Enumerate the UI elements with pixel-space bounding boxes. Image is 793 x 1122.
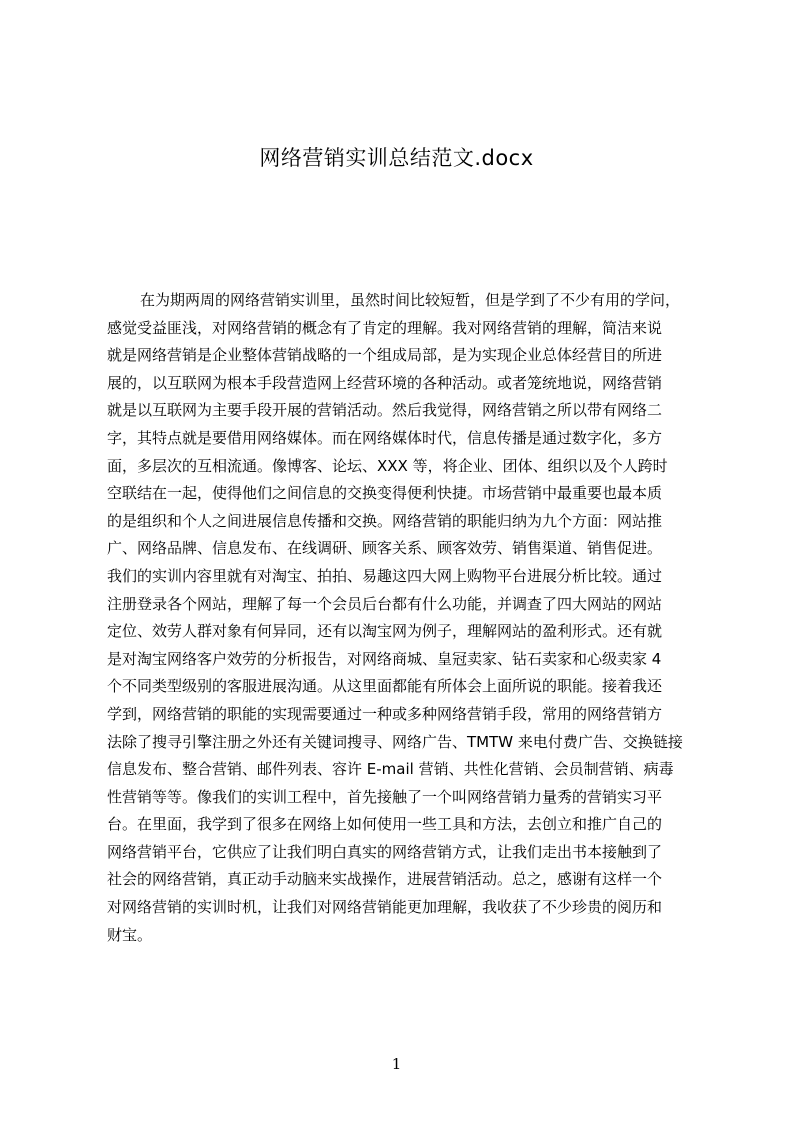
body-line: 的是组织和个人之间进展信息传播和交换。网络营销的职能归纳为九个方面：网站推: [107, 511, 663, 530]
document-title: 网络营销实训总结范文.docx: [259, 146, 534, 170]
body-line: 就是以互联网为主要手段开展的营销活动。然后我觉得，网络营销之所以带有网络二: [107, 401, 663, 420]
body-line: 法除了搜寻引擎注册之外还有关键词搜寻、网络广告、TMTW 来电付费广告、交换链接: [107, 732, 683, 751]
body-line: 就是网络营销是企业整体营销战略的一个组成局部，是为实现企业总体经营目的所进: [107, 346, 663, 365]
body-line: 字，其特点就是要借用网络媒体。而在网络媒体时代，信息传播是通过数字化，多方: [107, 428, 663, 447]
body-line: 社会的网络营销，真正动手动脑来实战操作，进展营销活动。总之，感谢有这样一个: [107, 870, 663, 889]
body-line: 台。在里面，我学到了很多在网络上如何使用一些工具和方法，去创立和推广自己的: [107, 815, 663, 834]
body-line: 信息发布、整合营销、邮件列表、容许 E-mail 营销、共性化营销、会员制营销、病毒: [107, 760, 674, 779]
body-line: 定位、效劳人群对象有何异同，还有以淘宝网为例子，理解网站的盈利形式。还有就: [107, 622, 663, 641]
document-body: [107, 287, 697, 947]
body-line: 广、网络品牌、信息发布、在线调研、顾客关系、顾客效劳、销售渠道、销售促进。: [107, 539, 663, 558]
body-line: 个不同类型级别的客服进展沟通。从这里面都能有所体会上面所说的职能。接着我还: [107, 677, 663, 696]
body-line: 是对淘宝网络客户效劳的分析报告，对网络商城、皇冠卖家、钻石卖家和心级卖家 4: [107, 649, 662, 668]
body-line: 对网络营销的实训时机，让我们对网络营销能更加理解，我收获了不少珍贵的阅历和: [107, 898, 663, 917]
page-number: 1: [391, 1055, 402, 1073]
body-line: 空联结在一起，使得他们之间信息的交换变得便利快捷。市场营销中最重要也最本质: [107, 484, 663, 503]
body-line: 财宝。: [107, 925, 153, 944]
body-line: 面，多层次的互相流通。像博客、论坛、XXX 等，将企业、团体、组织以及个人跨时: [107, 456, 668, 475]
body-line: 我们的实训内容里就有对淘宝、拍拍、易趣这四大网上购物平台进展分析比较。通过: [107, 566, 663, 585]
body-line: 性营销等等。像我们的实训工程中，首先接触了一个叫网络营销力量秀的营销实习平: [107, 787, 663, 806]
body-line: 网络营销平台，它供应了让我们明白真实的网络营销方式，让我们走出书本接触到了: [107, 842, 663, 861]
body-line: 在为期两周的网络营销实训里，虽然时间比较短暂，但是学到了不少有用的学问，: [140, 291, 681, 309]
body-line: 注册登录各个网站，理解了每一个会员后台都有什么功能，并调查了四大网站的网站: [107, 594, 663, 613]
body-line: 学到，网络营销的职能的实现需要通过一种或多种网络营销手段，常用的网络营销方: [107, 704, 663, 723]
body-line: 感觉受益匪浅，对网络营销的概念有了肯定的理解。我对网络营销的理解，简洁来说: [107, 318, 663, 337]
body-line: 展的，以互联网为根本手段营造网上经营环境的各种活动。或者笼统地说，网络营销: [107, 373, 663, 392]
